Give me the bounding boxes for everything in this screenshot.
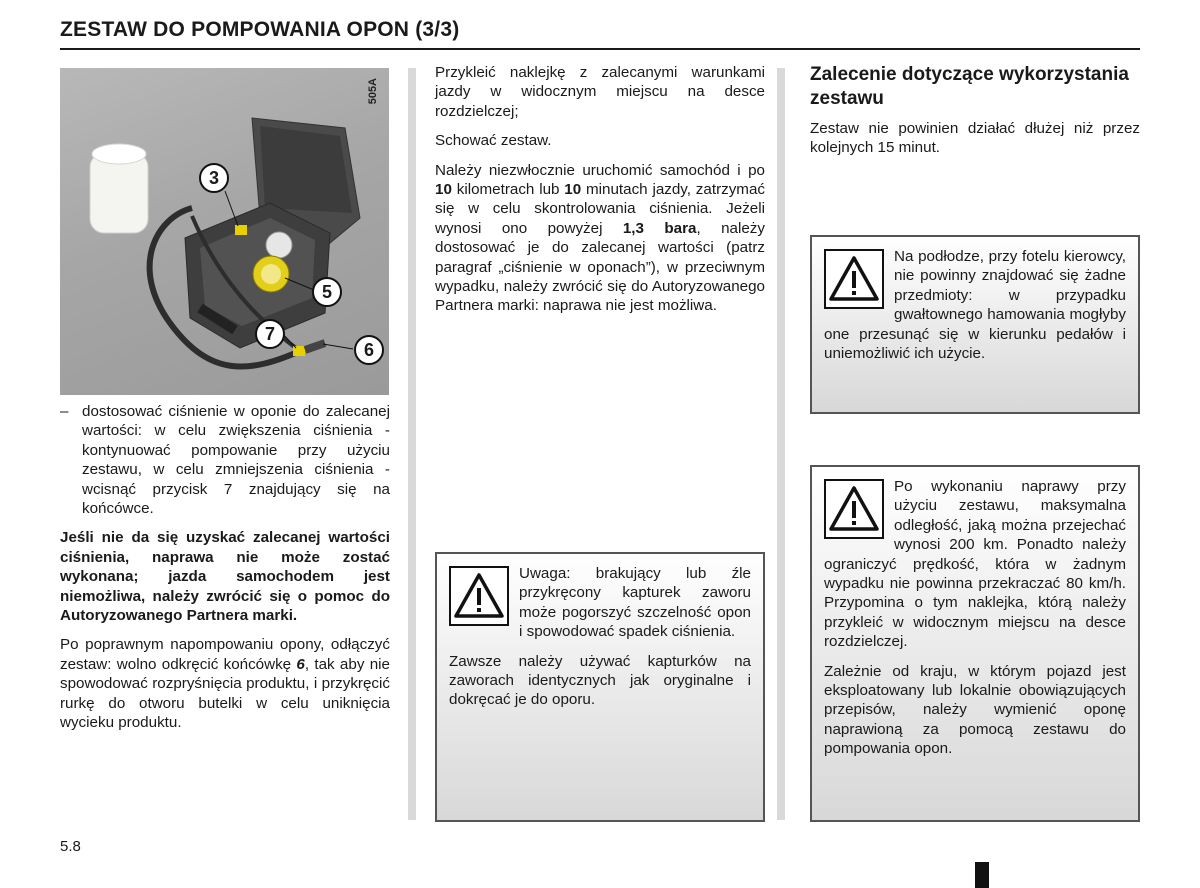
page-number: 5.8 (60, 838, 81, 855)
column-separator (408, 68, 416, 820)
callout-3: 3 (199, 163, 229, 193)
callout-7: 7 (255, 319, 285, 349)
callout-5: 5 (312, 277, 342, 307)
warning-triangle-icon (449, 566, 509, 626)
paragraph: Przykleić naklejkę z zalecanymi warunkami jazdy w widocznym miejscu na desce rozdzielczej; (435, 64, 765, 120)
edge-tab-marker (975, 862, 989, 888)
section-heading: Zalecenie dotyczące wykorzystania zestawu (810, 64, 1129, 109)
callout-6: 6 (354, 335, 384, 365)
warning-box (435, 552, 765, 822)
tyre-kit-illustration (60, 68, 389, 395)
paragraph: Zestaw nie powinien działać dłużej niż przez kolejnych 15 minut. (810, 120, 1140, 157)
page-title: ZESTAW DO POMPOWANIA OPON (3/3) (60, 18, 460, 41)
warning-text: Zawsze należy używać kapturków na zaworach identycznych jak oryginalne i dokręcać je do oporu. (449, 652, 751, 709)
column-3-text (810, 63, 1140, 168)
paragraph: Po poprawnym napompowaniu opony, odłączyć zestaw: wolno odkręcić końcówkę 6, tak aby nie spowodować rozpryśnięcia produktu, i przykręcić rurkę do otworu butelki w celu uniknięcia wycieku produktu. (60, 636, 390, 732)
column-2-text (435, 63, 765, 326)
paragraph: Należy niezwłocznie uruchomić samochód i po 10 kilometrach lub 10 minutach jazdy, zatrzymać się w celu skontrolowania ciśnienia. Jeżeli wynosi ono powyżej 1,3 bara, należy dostosować je do zalecanej wartości (patrz paragraf „ciśnienie w oponach”), w przeciwnym wypadku, należy zwrócić się do Autoryzowanego Partnera marki: naprawa nie jest możliwa. (435, 161, 766, 315)
paragraph: Schować zestaw. (435, 132, 552, 150)
warning-box (810, 235, 1140, 414)
list-item (60, 402, 390, 528)
column-separator (777, 68, 785, 820)
list-item-text: dostosować ciśnienie w oponie do zalecanej wartości: w celu zwiększenia ciśnienia - kontynuować pompowanie przy użyciu zestawu, w celu zmniejszenia ciśnienia - wcisnąć przycisk 7 znajdujący się na końcówce. (82, 403, 390, 518)
title-rule (60, 48, 1140, 50)
warning-text: Po wykonaniu naprawy przy użyciu zestawu, maksymalna odległość, jaką można przejechać wynosi 200 km. Ponadto należy ograniczyć prędkość, która w żadnym wypadku nie powinna przekraczać 80 km/h. Przypomina o tym naklejka, którą należy przykleić w widocznym miejscu na desce rozdzielczej. (824, 478, 1126, 651)
warning-paragraph: Jeśli nie da się uzyskać zalecanej wartości ciśnienia, naprawa nie może zostać wykonana; jazda samochodem jest niemożliwa, należy zwrócić się o pomoc do Autoryzowanego Partnera marki. (60, 529, 390, 625)
tyre-kit-photo (60, 68, 389, 395)
column-1-text (60, 402, 390, 743)
figure-code: 505A (367, 78, 379, 105)
warning-text: Zależnie od kraju, w którym pojazd jest eksploatowany lub lokalnie obowiązujących przepisów, należy wymienić oponę naprawioną za pomocą zestawu do pompowania opon. (824, 662, 1126, 758)
warning-triangle-icon (824, 479, 884, 539)
warning-text: Uwaga: brakujący lub źle przykręcony kapturek zaworu może pogorszyć szczelność opon i spowodować spadek ciśnienia. (519, 565, 751, 641)
dash-bullet: – (60, 403, 69, 420)
warning-box (810, 465, 1140, 822)
warning-text: Na podłodze, przy fotelu kierowcy, nie powinny znajdować się żadne przedmioty: w przypadku gwałtownego hamowania mogłyby one przesunąć się w kierunku pedałów i uniemożliwić ich użycie. (824, 248, 1126, 363)
warning-triangle-icon (824, 249, 884, 309)
